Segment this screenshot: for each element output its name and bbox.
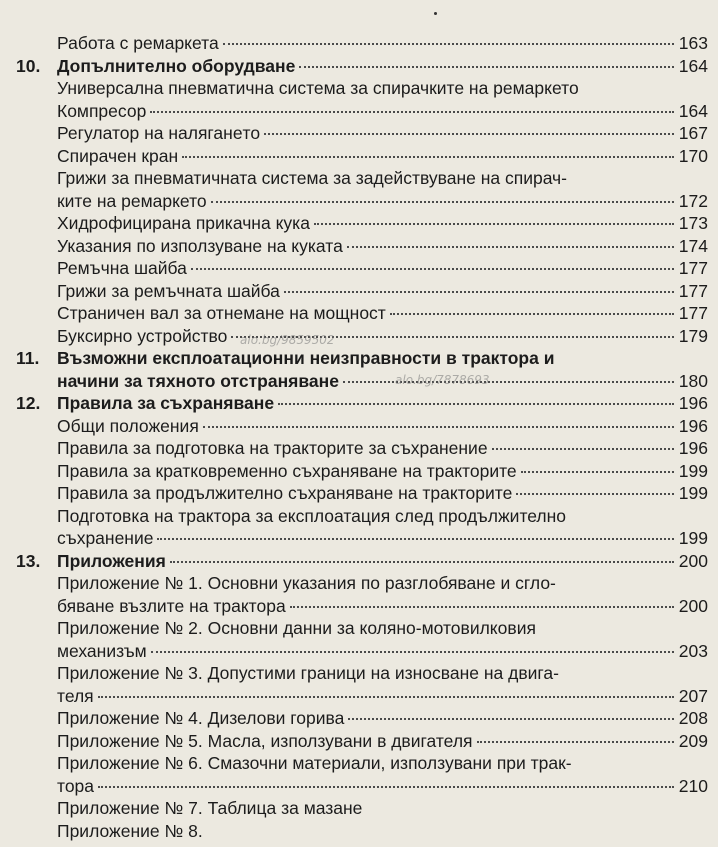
entry-title-line: Общи положения [57, 415, 199, 436]
entry-title-line: Буксирно устройство [57, 325, 228, 346]
toc-entry [0, 437, 718, 460]
dot-leader [390, 313, 674, 315]
toc-entry [0, 280, 718, 303]
page-number: 172 [678, 190, 708, 211]
toc-entry [0, 707, 718, 730]
page-number: 180 [678, 370, 708, 391]
page-number: 209 [678, 730, 708, 751]
dot-leader [314, 223, 674, 225]
entry-title-line: ките на ремаркето [57, 190, 207, 211]
entry-title-line: Компресор [57, 100, 147, 121]
entry-title-line: Подготовка на трактора за експлоатация след продължително [57, 505, 567, 526]
entry-title-line: Възможни експлоатационни неизправности в трактора и [57, 348, 555, 368]
entry-title-line: Правила за кратковременно съхраняване на тракторите [57, 460, 517, 481]
page-number: 174 [678, 235, 708, 256]
dot-leader [299, 66, 674, 68]
page-number: 164 [678, 55, 708, 76]
dot-leader [516, 493, 674, 495]
dot-leader [347, 246, 674, 248]
dot-leader [343, 381, 674, 383]
dot-leader [191, 268, 674, 270]
toc-entry [0, 325, 718, 348]
entry-title-line: Универсална пневматична система за спирачките на ремаркето [57, 78, 579, 98]
entry-title-line: Правила за подготовка на тракторите за съхранение [57, 438, 488, 458]
dot-leader [98, 696, 674, 698]
entry-title-line: Допълнително оборудване [57, 55, 296, 76]
chapter-number: 12. [16, 393, 41, 413]
toc-entry [0, 212, 718, 235]
watermark: alo.bg/7878693 [395, 373, 490, 387]
entry-title-line: механизъм [57, 640, 147, 661]
toc-entry [0, 122, 718, 145]
entry-title-line: Страничен вал за отнемане на мощност [57, 303, 386, 323]
page-number: 177 [678, 258, 708, 278]
page-number: 207 [678, 685, 708, 706]
page-number: 199 [678, 460, 708, 481]
page-number: 200 [678, 550, 708, 571]
toc-entry [0, 235, 718, 258]
dot-leader [348, 718, 674, 720]
entry-title-line: Приложения [57, 550, 166, 571]
dot-leader [477, 741, 674, 743]
toc-entry [0, 820, 718, 843]
toc-chapter [0, 55, 718, 78]
entry-title-line: Правила за продължително съхраняване на тракторите [57, 483, 513, 503]
page-number: 196 [678, 393, 708, 413]
entry-title-line: Приложение № 8. [57, 820, 203, 841]
dot-leader [211, 201, 674, 203]
toc-entry [0, 482, 718, 505]
entry-title-line: Ремъчна шайба [57, 258, 187, 278]
page-number: 163 [678, 33, 708, 53]
dot-leader [264, 133, 674, 135]
entry-title-line: съхранение [57, 528, 154, 548]
chapter-number: 10. [16, 55, 41, 76]
page-number: 177 [678, 303, 708, 323]
dot-leader [492, 448, 674, 450]
toc-chapter [0, 347, 718, 392]
entry-title-line: Приложение № 7. Таблица за мазане [57, 798, 363, 818]
page-number: 173 [678, 213, 708, 233]
chapter-number: 11. [16, 348, 40, 368]
toc-entry [0, 505, 718, 550]
entry-title-line: Указания по използуване на куката [57, 235, 343, 256]
toc-entry [0, 77, 718, 122]
dot-leader [223, 43, 674, 45]
toc-entry [0, 460, 718, 483]
toc-entry [0, 797, 718, 820]
page-number: 196 [678, 415, 708, 436]
entry-title-line: Работа с ремаркета [57, 33, 219, 53]
entry-title-line: теля [57, 685, 94, 706]
entry-title-line: Грижи за пневматичната система за задействуване на спирач- [57, 168, 568, 188]
dot-leader [290, 606, 674, 608]
page-number: 210 [678, 775, 708, 796]
toc-entry [0, 572, 718, 617]
entry-title-line: Спирачен кран [57, 145, 179, 166]
entry-title-line: Правила за съхраняване [57, 393, 275, 413]
entry-title-line: тора [57, 775, 95, 796]
dot-leader [278, 403, 674, 405]
entry-title-line: Приложение № 4. Дизелови горива [57, 708, 345, 728]
dot-leader [203, 426, 674, 428]
page-number: 167 [678, 123, 708, 143]
print-dot [434, 12, 437, 15]
toc-entry [0, 617, 718, 662]
toc-entry [0, 415, 718, 438]
toc-entry [0, 32, 718, 55]
dot-leader [521, 471, 674, 473]
toc-entry [0, 752, 718, 797]
chapter-number: 13. [16, 550, 41, 571]
page-number: 164 [678, 100, 708, 121]
page-number: 177 [678, 280, 708, 301]
entry-title-line: Грижи за ремъчната шайба [57, 280, 280, 301]
toc-entry [0, 257, 718, 280]
dot-leader [98, 786, 674, 788]
toc-entry [0, 145, 718, 168]
dot-leader [284, 291, 674, 293]
entry-title-line: бяване възлите на трактора [57, 595, 286, 616]
page-number: 208 [678, 708, 708, 728]
dot-leader [182, 156, 674, 158]
entry-title-line: начини за тяхното отстраняване [57, 370, 339, 391]
page-number: 203 [678, 640, 708, 661]
dot-leader [170, 561, 674, 563]
page-number: 199 [678, 528, 708, 548]
entry-title-line: Регулатор на наляганeто [57, 123, 261, 143]
toc-chapter [0, 392, 718, 415]
entry-title-line: Приложение № 3. Допустими граници на износване на двига- [57, 663, 559, 683]
page-number: 196 [678, 438, 708, 458]
table-of-contents [0, 32, 718, 842]
page-number: 199 [678, 483, 708, 503]
toc-entry [0, 302, 718, 325]
dot-leader [150, 111, 674, 113]
dot-leader [157, 538, 674, 540]
entry-title-line: Приложение № 2. Основни данни за коляно-мотовилковия [57, 618, 536, 638]
page-number: 170 [678, 145, 708, 166]
page-number: 200 [678, 595, 708, 616]
toc-entry [0, 662, 718, 707]
page-number: 179 [678, 325, 708, 346]
toc-chapter [0, 550, 718, 573]
entry-title-line: Приложение № 5. Масла, използувани в двигателя [57, 730, 473, 751]
entry-title-line: Хидрофицирана прикачна кука [57, 213, 310, 233]
dot-leader [151, 651, 674, 653]
toc-entry [0, 730, 718, 753]
toc-entry [0, 167, 718, 212]
watermark: alo.bg/9859502 [240, 333, 335, 347]
entry-title-line: Приложение № 1. Основни указания по разглобяване и сгло- [57, 573, 556, 593]
entry-title-line: Приложение № 6. Смазочни материали, използувани при трак- [57, 753, 572, 773]
